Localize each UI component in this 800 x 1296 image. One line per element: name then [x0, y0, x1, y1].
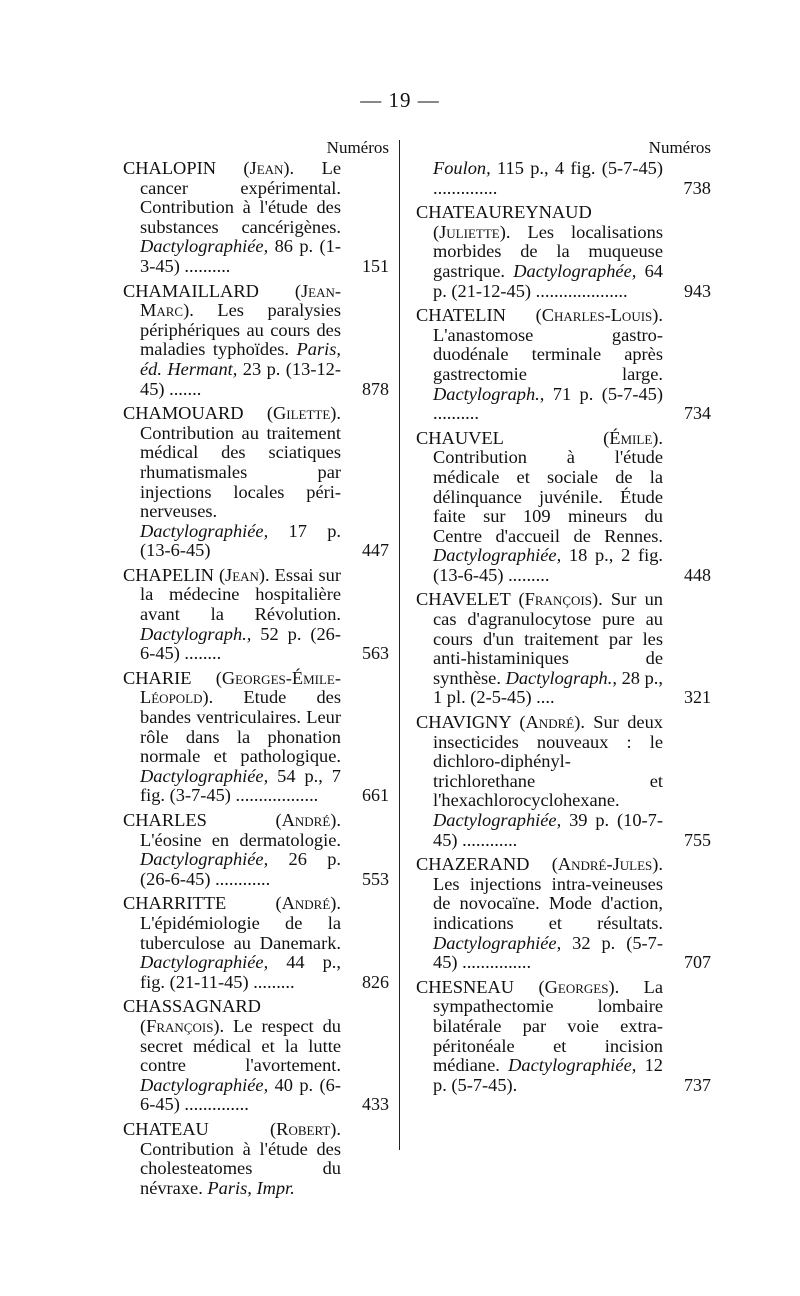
entry-author: CHAVELET: [416, 589, 511, 610]
entry-details: 23 p. (13-12-45) .......: [140, 358, 341, 399]
left-column: [123, 136, 389, 1203]
entry-number: 447: [362, 540, 389, 561]
entry-details: 71 p. (5-7-45) ..........: [433, 383, 663, 424]
entry-publication: Dactylographiée,: [140, 849, 269, 870]
entry-number: 151: [362, 255, 389, 276]
entry-publication: Dactylograph.,: [433, 383, 545, 404]
entry-author: CHARRITTE: [123, 893, 227, 914]
entry-publication: Paris, éd. Hermant,: [140, 339, 341, 379]
bibliography-entry: [416, 590, 711, 708]
bibliography-entry: [416, 713, 711, 850]
entry-text: [123, 894, 341, 992]
entry-title: Contribution à l'étude médicale et sociale de la délinquance juvénile. Étude faite sur 109 mineurs du Centre d'accueil de Rennes.: [433, 447, 663, 546]
entry-title: L'épidémiologie de la tuberculose au Danemark.: [140, 912, 341, 953]
entry-first-name: (François).: [518, 589, 603, 610]
entry-number: 321: [684, 687, 711, 708]
entry-number: 737: [684, 1074, 711, 1095]
entry-first-name: (François).: [140, 1015, 225, 1036]
entry-details: 40 p. (6-6-45) ..............: [140, 1074, 341, 1115]
entry-publication: Dactylographiée,: [433, 932, 562, 953]
entry-details: 28 p., 1 pl. (2-5-45) ....: [433, 667, 663, 708]
entry-title: Les injections intra-veineuses de novocaïne. Mode d'action, indications et résultats.: [433, 873, 663, 933]
entry-text: [416, 429, 663, 586]
entry-text: [416, 203, 663, 301]
entry-author: CHAUVEL: [416, 427, 504, 448]
entry-publication: Dactylographiée,: [433, 810, 562, 830]
entry-publication: Dactylographiée,: [140, 520, 269, 541]
right-column-header: Numéros: [648, 138, 711, 157]
entry-text: [416, 978, 663, 1096]
entry-title: Le respect du secret médical et la lutte contre l'avortement.: [140, 1015, 341, 1076]
entry-author: CHATEAUREYNAUD: [416, 202, 592, 223]
entry-number: 878: [362, 378, 389, 399]
continuation-entry: [416, 159, 711, 198]
entry-text: [416, 306, 663, 424]
entry-text: [416, 855, 663, 973]
entry-details: 18 p., 2 fig. (13-6-45) .........: [433, 545, 663, 585]
entry-number: 661: [362, 785, 389, 806]
entry-author: CHARLES: [123, 810, 207, 830]
entry-first-name: (Charles-Louis).: [535, 305, 663, 326]
entry-text: [123, 282, 341, 400]
entry-first-name: (Jean).: [218, 564, 270, 585]
entry-text: [416, 590, 663, 708]
entry-details: 64 p. (21-12-45) ....................: [433, 260, 663, 301]
bibliography-entry: [416, 855, 711, 973]
entry-text: [123, 669, 341, 806]
entry-title: Les paralysies périphériques au cours des maladies typhoïdes.: [140, 300, 341, 360]
entry-details: 44 p., fig. (21-11-45) .........: [140, 952, 341, 992]
entry-author: CHAMAILLARD: [123, 280, 259, 301]
column-divider: [399, 140, 400, 1150]
entry-text: [416, 713, 663, 850]
entry-first-name: (André).: [275, 810, 341, 830]
bibliography-entry: [123, 997, 389, 1115]
entry-title: Les localisations morbides de la muqueuse gastrique.: [433, 221, 663, 281]
entry-first-name: (André-Jules).: [551, 854, 663, 875]
entry-first-name: (Juliette).: [433, 221, 511, 242]
page-number: — 19 —: [360, 88, 440, 112]
entry-number: 553: [362, 868, 389, 889]
continuation-number: 738: [683, 177, 711, 198]
entry-title: L'anastomose gastro-duodénale terminale après gastrectomie large.: [433, 324, 663, 384]
entry-text: [123, 566, 341, 664]
entry-details: 12 p. (5-7-45).: [433, 1055, 663, 1095]
entry-publication: Dactylographiée,: [140, 1074, 269, 1095]
bibliography-entry: [123, 566, 389, 664]
bibliography-entry: [416, 429, 711, 586]
entry-publication: Dactylographiée,: [140, 236, 269, 257]
entry-first-name: (Jean-Marc).: [140, 280, 341, 321]
entry-text: [123, 404, 341, 561]
right-entries: [416, 203, 711, 1095]
bibliography-entry: [123, 159, 389, 277]
entry-text: [123, 1120, 341, 1198]
entry-details: 39 p. (10-7-45) ............: [433, 810, 663, 850]
entry-publication: Dactylographiée,: [433, 545, 562, 566]
bibliography-entry: [123, 1120, 389, 1198]
entry-number: 755: [684, 829, 711, 850]
entry-text: [123, 811, 341, 889]
entry-number: 563: [362, 643, 389, 664]
entry-author: CHALOPIN: [123, 158, 216, 178]
entry-first-name: (André).: [275, 893, 341, 914]
entry-first-name: (André).: [519, 712, 585, 733]
entry-first-name: (Gilette).: [266, 403, 341, 424]
entry-details: 32 p. (5-7-45) ...............: [433, 932, 663, 973]
entry-author: CHATELIN: [416, 305, 506, 326]
entry-details: 86 p. (1-3-45) ..........: [140, 236, 341, 276]
entry-author: CHESNEAU: [416, 976, 515, 997]
right-column: [416, 136, 711, 1100]
entry-first-name: (Émile).: [603, 427, 663, 448]
entry-title: La sympathectomie lombaire bilatérale par voie extra-péritonéale et incision médiane.: [433, 976, 663, 1076]
entry-first-name: (Robert).: [270, 1118, 341, 1139]
entry-publication: Dactylograph.,: [505, 667, 617, 688]
entry-publication: Dactylographiée,: [140, 765, 269, 786]
entry-first-name: (Jean).: [243, 158, 295, 178]
entry-title: Etude des bandes ventriculaires. Leur rôle dans la phonation normale et pathologique.: [140, 687, 341, 767]
entry-details: 52 p. (26-6-45) ........: [140, 623, 341, 664]
entry-title: Essai sur la médecine hospitalière avant la Révolution.: [140, 564, 341, 625]
bibliography-entry: [416, 978, 711, 1096]
entry-publication: Dactylographiée,: [140, 952, 269, 973]
entry-number: 826: [362, 971, 389, 992]
entry-details: 54 p., 7 fig. (3-7-45) ..................: [140, 765, 341, 806]
bibliography-entry: [416, 203, 711, 301]
entry-publication: Dactylographiée,: [508, 1055, 637, 1076]
entry-title: Contribution au traitement médical des sciatiques rhumatismales par injections locales péri-nerveuses.: [140, 422, 341, 522]
entry-title: Le cancer expérimental. Contribution à l'étude des substances cancérigènes.: [140, 158, 341, 237]
entry-text: [123, 159, 341, 277]
entry-title: Contribution à l'étude des cholesteatomes du névraxe.: [140, 1138, 341, 1198]
entry-text: [123, 997, 341, 1115]
entry-author: CHASSAGNARD: [123, 996, 261, 1017]
left-column-header: Numéros: [326, 138, 389, 157]
entry-details: 26 p. (26-6-45) ............: [140, 849, 341, 889]
entry-publication: Dactylograph.,: [140, 623, 252, 644]
continuation-publisher: Foulon,: [433, 158, 491, 178]
entry-publication: Dactylographée,: [513, 260, 637, 281]
entry-first-name: (Georges-Émile-Léopold).: [140, 667, 341, 708]
left-entries: [123, 159, 389, 1198]
entry-first-name: (Georges).: [538, 976, 620, 997]
bibliography-entry: [123, 404, 389, 561]
entry-publication: Paris, Impr.: [207, 1177, 295, 1198]
continuation-details: 115 p., 4 fig. (5-7-45) ..............: [433, 158, 663, 198]
entry-author: CHAMOUARD: [123, 403, 244, 424]
entry-number: 448: [684, 564, 711, 585]
entry-title: Sur deux insecticides nouveaux : le dichloro-diphényl-trichlorethane et l'hexachlorocyclohexane.: [433, 712, 663, 811]
entry-number: 734: [684, 403, 711, 424]
entry-title: L'éosine en dermatologie.: [140, 829, 341, 850]
bibliography-entry: [123, 811, 389, 889]
entry-author: CHAPELIN: [123, 564, 214, 585]
entry-author: CHARIE: [123, 667, 192, 688]
entry-title: Sur un cas d'agranulocytose pure au cours d'un traitement par les anti-histaminiques de synthèse.: [433, 589, 663, 688]
entry-details: 17 p. (13-6-45): [140, 520, 341, 561]
bibliography-entry: [123, 894, 389, 992]
bibliography-entry: [123, 282, 389, 400]
entry-number: 943: [684, 280, 711, 301]
bibliography-entry: [123, 669, 389, 806]
bibliography-entry: [416, 306, 711, 424]
entry-author: CHATEAU: [123, 1118, 209, 1139]
entry-author: CHAVIGNY: [416, 712, 512, 733]
entry-number: 707: [684, 952, 711, 973]
entry-author: CHAZERAND: [416, 854, 530, 875]
entry-number: 433: [362, 1094, 389, 1115]
